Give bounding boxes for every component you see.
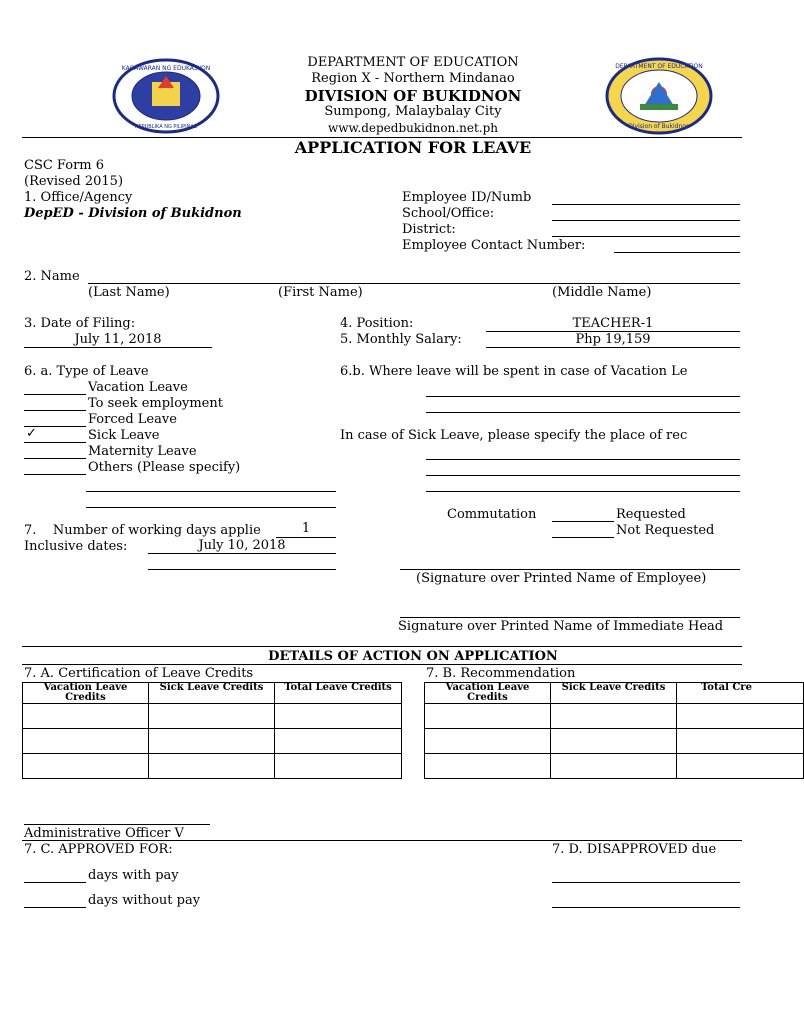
admin-officer-signature-field[interactable] [24,824,210,825]
inclusive-dates-field[interactable] [148,569,336,570]
where-spent-field[interactable] [426,396,740,397]
vacation-credits-header: Vacation Leave Credits [23,683,149,704]
recommendation-table-clip [424,682,752,782]
details-title: DETAILS OF ACTION ON APPLICATION [268,649,558,664]
admin-officer-caption: Administrative Officer V [24,826,184,841]
svg-text:REPUBLIKA NG PILIPINAS: REPUBLIKA NG PILIPINAS [135,124,197,130]
name-label: 2. Name [24,269,80,284]
table-row [425,704,804,729]
head-signature-caption: Signature over Printed Name of Immediate Head [398,619,724,634]
certification-label: 7. A. Certification of Leave Credits [24,666,254,681]
filing-date-value: July 11, 2018 [74,332,162,347]
region-heading: Region X - Northern Mindanao [311,71,515,86]
table-row [23,704,402,729]
last-name-caption: (Last Name) [88,285,170,300]
inclusive-dates-label: Inclusive dates: [24,539,128,554]
inclusive-dates-value: July 10, 2018 [198,538,286,553]
filing-date-label: 3. Date of Filing: [24,316,136,331]
disapproved-label: 7. D. DISAPPROVED due [552,842,717,857]
credit-cell[interactable] [551,729,677,754]
recommendation-credits-table [424,682,804,779]
employee-signature-field[interactable] [400,569,740,570]
middle-name-caption: (Middle Name) [552,285,652,300]
contact-field[interactable] [614,252,740,253]
leave-option-blank[interactable] [24,474,86,475]
credit-cell[interactable] [425,704,551,729]
district-field[interactable] [552,236,740,237]
days-with-pay-label: days with pay [88,868,179,883]
department-heading: DEPARTMENT OF EDUCATION [307,55,519,70]
credit-cell[interactable] [149,704,275,729]
sick-place-field[interactable] [426,475,740,476]
total-credits-header: Total Cre [677,683,804,704]
working-days-label: 7. Number of working days applie [24,523,261,538]
leave-option-blank[interactable] [24,394,86,395]
credit-cell[interactable] [149,754,275,779]
address-heading: Sumpong, Malaybalay City [324,104,502,119]
credit-cell[interactable] [677,729,804,754]
leave-option-maternity: Maternity Leave [88,444,197,459]
head-signature-field[interactable] [400,617,740,618]
table-row [23,729,402,754]
form-title: APPLICATION FOR LEAVE [294,138,532,157]
working-days-value: 1 [301,521,311,536]
name-field[interactable] [88,283,740,284]
where-spent-label: 6.b. Where leave will be spent in case of Vacation Le [340,364,688,379]
credit-cell[interactable] [551,754,677,779]
credit-cell[interactable] [23,704,149,729]
inclusive-dates-field[interactable] [148,553,336,554]
sick-credits-header: Sick Leave Credits [149,683,275,704]
salary-value: Php 19,159 [575,332,651,347]
svg-text:KAGAWARAN NG EDUKASYON: KAGAWARAN NG EDUKASYON [121,65,211,72]
form-revision: (Revised 2015) [24,174,124,189]
table-row [23,754,402,779]
leave-option-blank[interactable] [24,410,86,411]
approved-for-label: 7. C. APPROVED FOR: [24,842,173,857]
table-row [425,729,804,754]
position-label: 4. Position: [340,316,414,331]
svg-text:Division of Bukidnon: Division of Bukidnon [628,123,690,130]
commutation-requested-field[interactable] [552,521,614,522]
salary-label: 5. Monthly Salary: [340,332,462,347]
details-rule [22,646,742,647]
office-value: DepED - Division of Bukidnon [24,206,242,221]
form-number: CSC Form 6 [24,158,105,173]
leave-option-sick: Sick Leave [88,428,160,443]
district-label: District: [402,222,456,237]
salary-field[interactable] [486,347,740,348]
details-rule [22,664,742,665]
commutation-not-requested-field[interactable] [552,537,614,538]
check-mark-icon: ✓ [26,426,37,441]
filing-date-field[interactable] [24,347,212,348]
school-label: School/Office: [402,206,495,221]
where-spent-field[interactable] [426,412,740,413]
employee-signature-caption: (Signature over Printed Name of Employee) [416,571,707,586]
commutation-not-requested: Not Requested [616,523,715,538]
credit-cell[interactable] [677,704,804,729]
credit-cell[interactable] [23,754,149,779]
table-row [425,754,804,779]
svg-text:DEPARTMENT OF EDUCATION: DEPARTMENT OF EDUCATION [615,63,703,70]
days-without-pay-label: days without pay [88,893,201,908]
leave-type-label: 6. a. Type of Leave [24,364,149,379]
recommendation-label: 7. B. Recommendation [426,666,576,681]
total-credits-header: Total Leave Credits [275,683,402,704]
others-specify-field[interactable] [86,507,336,508]
leave-option-others: Others (Please specify) [88,460,241,475]
credit-cell[interactable] [275,704,402,729]
commutation-label: Commutation [447,507,537,522]
employee-id-label: Employee ID/Numb [402,190,532,205]
credit-cell[interactable] [425,729,551,754]
vacation-credits-header: Vacation Leave Credits [425,683,551,704]
days-with-pay-field[interactable] [24,882,86,883]
others-specify-field[interactable] [86,491,336,492]
disapproved-reason-field[interactable] [552,907,740,908]
approval-rule [22,840,742,841]
division-heading: DIVISION OF BUKIDNON [304,87,522,105]
leave-option-blank[interactable] [24,442,86,443]
website-link[interactable]: www.depedbukidnon.net.ph [327,121,499,135]
sick-credits-header: Sick Leave Credits [551,683,677,704]
school-field[interactable] [552,220,740,221]
credit-cell[interactable] [275,754,402,779]
leave-option-vacation: Vacation Leave [88,380,188,395]
position-value: TEACHER-1 [572,316,654,331]
credit-cell[interactable] [23,729,149,754]
commutation-requested: Requested [616,507,686,522]
sick-place-field[interactable] [426,459,740,460]
leave-option-blank[interactable] [24,458,86,459]
disapproved-reason-field[interactable] [552,882,740,883]
leave-option-seek-employment: To seek employment [88,396,223,411]
credit-cell[interactable] [275,729,402,754]
first-name-caption: (First Name) [278,285,363,300]
sick-place-field[interactable] [426,491,740,492]
certification-credits-table [22,682,402,779]
credit-cell[interactable] [425,754,551,779]
credit-cell[interactable] [677,754,804,779]
credit-cell[interactable] [551,704,677,729]
leave-option-forced: Forced Leave [88,412,177,427]
sick-place-label: In case of Sick Leave, please specify the place of rec [340,428,688,443]
credit-cell[interactable] [149,729,275,754]
days-without-pay-field[interactable] [24,907,86,908]
office-label: 1. Office/Agency [24,190,133,205]
contact-label: Employee Contact Number: [402,238,586,253]
employee-id-field[interactable] [552,204,740,205]
